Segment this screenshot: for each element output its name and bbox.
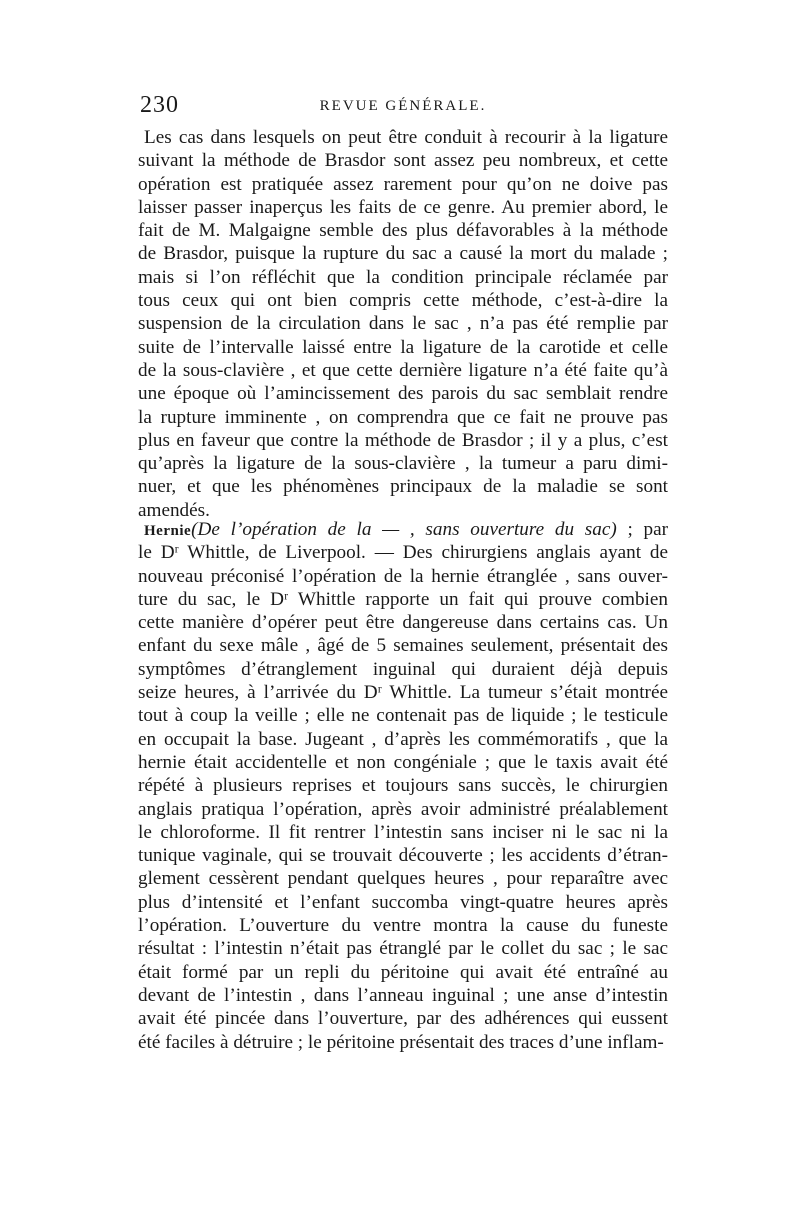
text-line: ture du sac, le Dʳ Whittle rapporte un fait qui prouve combien [138,588,668,610]
text-line: glement cessèrent pendant quelques heures , pour reparaître avec [138,868,668,890]
headword: Hernie [144,523,192,539]
hernie-heading-line [138,518,668,541]
text-line: plus d’intensité et l’enfant succomba vingt-quatre heures après [138,891,668,913]
text-line: plus en faveur que contre la méthode de Brasdor ; il y a plus, c’est [138,429,668,451]
text-line: fait de M. Malgaigne semble des plus défavorables à la méthode [138,220,668,242]
text-line: devant de l’intestin , dans l’anneau inguinal ; une anse d’intestin [138,984,668,1006]
text-line: cette manière d’opérer peut être dangereuse dans certains cas. Un [138,612,668,634]
text-line: le chloroforme. Il fit rentrer l’intestin sans inciser ni le sac ni la [138,821,668,843]
text-line: était formé par un repli du péritoine qui avait été entraîné au [138,961,668,983]
text-line: amendés. [138,499,210,521]
paragraph-hernie [138,518,668,1054]
text-line: l’opération. L’ouverture du ventre montra la cause du funeste [138,915,668,937]
page-header [140,92,666,122]
text-line: répété à plusieurs reprises et toujours sans succès, le chirurgien [138,775,668,797]
page-number: 230 [140,92,179,118]
text-line: tunique vaginale, qui se trouvait découverte ; les accidents d’étran- [138,845,668,867]
text-line: nouveau préconisé l’opération de la hernie étranglée , sans ouver- [138,565,668,587]
paragraph-brasdor-method [138,126,668,522]
text-line: suite de l’intervalle laissé entre la ligature de la carotide et celle [138,336,668,358]
text-line: le Dʳ Whittle, de Liverpool. — Des chirurgiens anglais ayant de [138,542,668,564]
text-line: résultat : l’intestin n’était pas étranglé par le collet du sac ; le sac [138,938,668,960]
text-line: tout à coup la veille ; elle ne contenait pas de liquide ; le testicule [138,705,668,727]
heading-italic: (De l’opération de la — , sans ouverture du sac) [191,519,617,540]
text-line: seize heures, à l’arrivée du Dʳ Whittle. La tumeur s’était montrée [138,682,668,704]
text-line: qu’après la ligature de la sous-clavière , la tumeur a paru dimi- [138,453,668,475]
text-line: avait été pincée dans l’ouverture, par des adhérences qui eussent [138,1008,668,1030]
text-line: mais si l’on réfléchit que la condition principale réclamée par [138,266,668,288]
text-line: enfant du sexe mâle , âgé de 5 semaines seulement, présentait des [138,635,668,657]
text-line: Les cas dans lesquels on peut être conduit à recourir à la ligature [144,127,668,148]
text-line: la rupture imminente , on comprendra que ce fait ne prouve pas [138,406,668,428]
running-title: REVUE GÉNÉRALE. [319,98,487,114]
text-line: symptômes d’étranglement inguinal qui duraient déjà depuis [138,658,668,680]
text-line: une époque où l’amincissement des parois du sac semblait rendre [138,383,668,405]
text-line: de la sous-clavière , et que cette dernière ligature n’a été faite qu’à [138,359,668,381]
text-line: anglais pratiqua l’opération, après avoir administré préalablement [138,798,668,820]
text-line: nuer, et que les phénomènes principaux de la maladie se sont [138,476,668,498]
text-line: de Brasdor, puisque la rupture du sac a causé la mort du malade ; [138,243,668,265]
text-line: laisser passer inaperçus les faits de ce genre. Au premier abord, le [138,196,668,218]
text-line: opération est pratiquée assez rarement pour qu’on ne doive pas [138,173,668,195]
text-line: été faciles à détruire ; le péritoine présentait des traces d’une inflam- [138,1031,664,1053]
text-line: suspension de la circulation dans le sac , n’a pas été remplie par [138,313,668,335]
text-line: en occupait la base. Jugeant , d’après les commémoratifs , que la [138,728,668,750]
text-line: suivant la méthode de Brasdor sont assez peu nombreux, et cette [138,150,668,172]
text-line: hernie était accidentelle et non congéniale ; que le taxis avait été [138,751,668,773]
heading-tail: ; par [616,519,668,540]
text-line: tous ceux qui ont bien compris cette méthode, c’est-à-dire la [138,290,668,312]
